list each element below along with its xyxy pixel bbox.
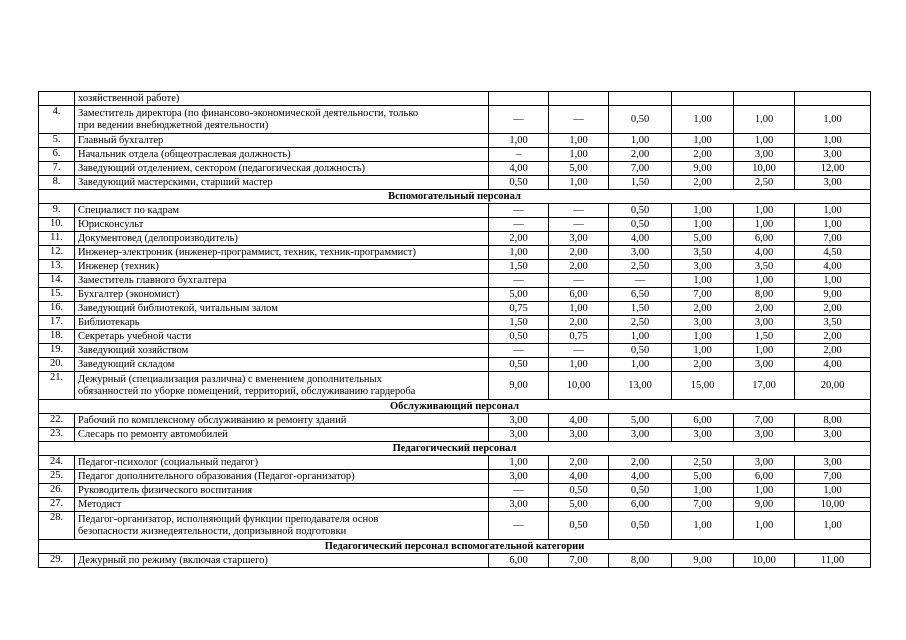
- position-name-line: Главный бухгалтер: [78, 134, 164, 146]
- value-cell: 1,00: [549, 176, 609, 190]
- value-cell: 1,00: [672, 344, 734, 358]
- table-row: [39, 428, 871, 442]
- value-cell: 3,50: [672, 246, 734, 260]
- table-row: [39, 246, 871, 260]
- position-name-line: Бухгалтер (экономист): [78, 288, 180, 300]
- table-row: [39, 204, 871, 218]
- value-cell: 1,00: [734, 204, 795, 218]
- value-cell: 3,00: [734, 456, 795, 470]
- value-cell: 0,50: [549, 512, 609, 540]
- table-row: [39, 302, 871, 316]
- position-name: [75, 358, 489, 372]
- value-cell: 3,00: [489, 414, 549, 428]
- value-cell: 1,50: [489, 316, 549, 330]
- table-row: [39, 554, 871, 568]
- value-cell: 3,00: [489, 470, 549, 484]
- value-cell: 4,00: [734, 246, 795, 260]
- value-cell: 2,00: [795, 330, 871, 344]
- value-cell: 4,50: [795, 246, 871, 260]
- staffing-table-page: [38, 91, 870, 568]
- value-cell: [489, 92, 549, 106]
- value-cell: 6,00: [549, 288, 609, 302]
- value-cell: 2,00: [672, 176, 734, 190]
- value-cell: 8,00: [795, 414, 871, 428]
- value-cell: 2,00: [609, 456, 672, 470]
- row-number: 26.: [39, 484, 75, 498]
- position-name: [75, 470, 489, 484]
- value-cell: —: [489, 484, 549, 498]
- value-cell: 2,00: [489, 232, 549, 246]
- value-cell: 2,00: [795, 302, 871, 316]
- table-row: [39, 512, 871, 540]
- row-number: 10.: [39, 218, 75, 232]
- value-cell: 1,00: [734, 106, 795, 134]
- table-row: [39, 134, 871, 148]
- section-header-row: [39, 190, 871, 204]
- row-number: 11.: [39, 232, 75, 246]
- value-cell: 1,00: [549, 302, 609, 316]
- value-cell: 10,00: [795, 498, 871, 512]
- table-row: [39, 288, 871, 302]
- position-name-line: безопасности жизнедеятельности, допризывной подготовки: [78, 525, 347, 537]
- table-row: [39, 232, 871, 246]
- table-row: [39, 260, 871, 274]
- value-cell: 4,00: [609, 470, 672, 484]
- value-cell: 3,00: [489, 498, 549, 512]
- continued-row: [39, 92, 871, 106]
- value-cell: 1,50: [734, 330, 795, 344]
- value-cell: 7,00: [734, 414, 795, 428]
- position-name-line: Документовед (делопроизводитель): [78, 232, 238, 244]
- value-cell: 3,00: [795, 456, 871, 470]
- value-cell: [795, 92, 871, 106]
- value-cell: 7,00: [795, 232, 871, 246]
- value-cell: 6,00: [489, 554, 549, 568]
- position-name: [75, 414, 489, 428]
- position-name: [75, 554, 489, 568]
- row-number: 6.: [39, 148, 75, 162]
- position-name: [75, 484, 489, 498]
- position-name-line: Заведующий хозяйством: [78, 344, 189, 356]
- value-cell: 6,00: [734, 232, 795, 246]
- position-name: [75, 162, 489, 176]
- value-cell: 4,00: [609, 232, 672, 246]
- value-cell: 1,00: [734, 512, 795, 540]
- value-cell: —: [609, 274, 672, 288]
- value-cell: 1,00: [672, 218, 734, 232]
- position-name-line: Юрисконсульт: [78, 218, 144, 230]
- value-cell: 2,00: [549, 316, 609, 330]
- value-cell: 4,00: [795, 358, 871, 372]
- position-name-line: Слесарь по ремонту автомобилей: [78, 428, 228, 440]
- table-row: [39, 344, 871, 358]
- value-cell: 1,00: [795, 204, 871, 218]
- position-name: [75, 372, 489, 400]
- value-cell: 3,00: [734, 148, 795, 162]
- value-cell: [549, 92, 609, 106]
- table-row: [39, 316, 871, 330]
- value-cell: 10,00: [549, 372, 609, 400]
- value-cell: 2,50: [609, 260, 672, 274]
- value-cell: 1,00: [672, 274, 734, 288]
- value-cell: 4,00: [549, 414, 609, 428]
- position-name-line: Заместитель главного бухгалтера: [78, 274, 227, 286]
- value-cell: 1,00: [549, 358, 609, 372]
- value-cell: 0,75: [489, 302, 549, 316]
- value-cell: 1,00: [795, 218, 871, 232]
- value-cell: 0,50: [609, 204, 672, 218]
- value-cell: 1,00: [734, 218, 795, 232]
- value-cell: 0,50: [489, 330, 549, 344]
- position-name: [75, 330, 489, 344]
- value-cell: 8,00: [609, 554, 672, 568]
- value-cell: 1,00: [672, 484, 734, 498]
- position-name-line: Руководитель физического воспитания: [78, 484, 253, 496]
- table-row: [39, 470, 871, 484]
- value-cell: 3,00: [734, 358, 795, 372]
- row-number: 9.: [39, 204, 75, 218]
- section-title: Педагогический персонал: [39, 442, 871, 456]
- position-name: [75, 176, 489, 190]
- value-cell: 2,00: [549, 456, 609, 470]
- value-cell: [609, 92, 672, 106]
- section-title: Вспомогательный персонал: [39, 190, 871, 204]
- value-cell: 3,00: [795, 176, 871, 190]
- position-name: [75, 302, 489, 316]
- value-cell: 1,50: [609, 302, 672, 316]
- position-name: [75, 134, 489, 148]
- value-cell: —: [489, 344, 549, 358]
- position-name-line: обязанностей по уборке помещений, территорий, обслуживанию гардероба: [78, 385, 416, 397]
- table-row: [39, 498, 871, 512]
- value-cell: 0,50: [489, 358, 549, 372]
- value-cell: 3,00: [489, 428, 549, 442]
- value-cell: —: [489, 204, 549, 218]
- section-title: Обслуживающий персонал: [39, 400, 871, 414]
- position-name-line: при ведении внебюджетной деятельности): [78, 119, 269, 131]
- value-cell: 0,50: [609, 344, 672, 358]
- position-name: [75, 204, 489, 218]
- value-cell: 3,00: [672, 428, 734, 442]
- row-number: 24.: [39, 456, 75, 470]
- table-row: [39, 414, 871, 428]
- row-number: 12.: [39, 246, 75, 260]
- value-cell: 9,00: [734, 498, 795, 512]
- position-name-line: Заведующий складом: [78, 358, 175, 370]
- position-name: [75, 288, 489, 302]
- value-cell: 6,00: [734, 470, 795, 484]
- value-cell: 20,00: [795, 372, 871, 400]
- value-cell: 2,00: [795, 344, 871, 358]
- value-cell: 3,50: [734, 260, 795, 274]
- row-number: 20.: [39, 358, 75, 372]
- position-name: [75, 274, 489, 288]
- table-row: [39, 218, 871, 232]
- value-cell: 9,00: [672, 162, 734, 176]
- position-name-line: Заведующий отделением, сектором (педагогическая должность): [78, 162, 366, 174]
- value-cell: 1,00: [609, 358, 672, 372]
- position-name: хозяйственной работе): [75, 92, 489, 106]
- value-cell: —: [549, 274, 609, 288]
- row-number: 21.: [39, 372, 75, 400]
- row-number: 18.: [39, 330, 75, 344]
- value-cell: 5,00: [489, 288, 549, 302]
- value-cell: 0,50: [549, 484, 609, 498]
- value-cell: 15,00: [672, 372, 734, 400]
- value-cell: 3,50: [795, 316, 871, 330]
- value-cell: 3,00: [672, 316, 734, 330]
- position-name-line: Педагог-психолог (социальный педагог): [78, 456, 259, 468]
- value-cell: 12,00: [795, 162, 871, 176]
- table-row: [39, 484, 871, 498]
- table-row: [39, 358, 871, 372]
- value-cell: 2,50: [609, 316, 672, 330]
- row-number: 14.: [39, 274, 75, 288]
- value-cell: 3,00: [795, 428, 871, 442]
- value-cell: —: [549, 106, 609, 134]
- value-cell: —: [489, 106, 549, 134]
- value-cell: 2,00: [549, 260, 609, 274]
- value-cell: 3,00: [734, 316, 795, 330]
- value-cell: —: [489, 218, 549, 232]
- row-number: 5.: [39, 134, 75, 148]
- value-cell: 1,50: [609, 176, 672, 190]
- value-cell: 1,00: [549, 148, 609, 162]
- value-cell: 5,00: [609, 414, 672, 428]
- row-number: 23.: [39, 428, 75, 442]
- value-cell: 0,50: [609, 106, 672, 134]
- value-cell: 2,00: [672, 302, 734, 316]
- value-cell: 1,00: [672, 134, 734, 148]
- position-name-line: Педагог дополнительного образования (Педагог-организатор): [78, 470, 355, 482]
- table-row: [39, 106, 871, 134]
- value-cell: 5,00: [549, 162, 609, 176]
- value-cell: 7,00: [672, 288, 734, 302]
- value-cell: 3,00: [549, 232, 609, 246]
- value-cell: 0,50: [609, 484, 672, 498]
- table-row: [39, 330, 871, 344]
- value-cell: 6,00: [609, 498, 672, 512]
- position-name-line: Методист: [78, 498, 122, 510]
- value-cell: 13,00: [609, 372, 672, 400]
- value-cell: 2,00: [549, 246, 609, 260]
- value-cell: 0,50: [609, 218, 672, 232]
- row-number: 25.: [39, 470, 75, 484]
- position-name: [75, 498, 489, 512]
- value-cell: [734, 92, 795, 106]
- value-cell: 10,00: [734, 162, 795, 176]
- value-cell: 1,00: [734, 344, 795, 358]
- value-cell: 4,00: [549, 470, 609, 484]
- value-cell: 1,00: [672, 106, 734, 134]
- value-cell: 4,00: [795, 260, 871, 274]
- value-cell: 5,00: [672, 232, 734, 246]
- value-cell: 1,00: [734, 484, 795, 498]
- value-cell: 6,50: [609, 288, 672, 302]
- value-cell: 1,00: [489, 456, 549, 470]
- position-name: [75, 456, 489, 470]
- table-row: [39, 372, 871, 400]
- value-cell: 1,00: [672, 512, 734, 540]
- row-number: 28.: [39, 512, 75, 540]
- position-name-line: Заведующий мастерскими, старший мастер: [78, 176, 273, 188]
- value-cell: 1,00: [795, 274, 871, 288]
- row-number: 7.: [39, 162, 75, 176]
- position-name-line: Дежурный по режиму (включая старшего): [78, 554, 268, 566]
- value-cell: —: [549, 218, 609, 232]
- value-cell: —: [549, 204, 609, 218]
- value-cell: 10,00: [734, 554, 795, 568]
- position-name-line: Заведующий библиотекой, читальным залом: [78, 302, 278, 314]
- position-name: [75, 218, 489, 232]
- value-cell: 0,75: [549, 330, 609, 344]
- value-cell: 1,00: [795, 512, 871, 540]
- section-title: Педагогический персонал вспомогательной категории: [39, 540, 871, 554]
- value-cell: 2,00: [734, 302, 795, 316]
- position-name: [75, 148, 489, 162]
- position-name: [75, 260, 489, 274]
- row-number: 22.: [39, 414, 75, 428]
- table-row: [39, 148, 871, 162]
- value-cell: 17,00: [734, 372, 795, 400]
- value-cell: 2,00: [609, 148, 672, 162]
- value-cell: 1,00: [489, 134, 549, 148]
- row-number: 15.: [39, 288, 75, 302]
- row-number: 4.: [39, 106, 75, 134]
- value-cell: 3,00: [549, 428, 609, 442]
- value-cell: 1,00: [609, 330, 672, 344]
- table-row: [39, 274, 871, 288]
- position-name-line: Начальник отдела (общеотраслевая должность): [78, 148, 291, 160]
- value-cell: 7,00: [795, 470, 871, 484]
- section-header-row: [39, 400, 871, 414]
- value-cell: 9,00: [672, 554, 734, 568]
- value-cell: 1,00: [734, 134, 795, 148]
- position-name-line: Педагог-организатор, исполняющий функции преподавателя основ: [78, 513, 379, 525]
- row-number: 13.: [39, 260, 75, 274]
- value-cell: —: [489, 512, 549, 540]
- section-header-row: [39, 442, 871, 456]
- value-cell: 1,00: [609, 134, 672, 148]
- row-number: 8.: [39, 176, 75, 190]
- row-number: 17.: [39, 316, 75, 330]
- value-cell: 7,00: [609, 162, 672, 176]
- staffing-norms-table: [38, 91, 871, 568]
- value-cell: 3,00: [609, 428, 672, 442]
- value-cell: 9,00: [489, 372, 549, 400]
- value-cell: 7,00: [549, 554, 609, 568]
- value-cell: 9,00: [795, 288, 871, 302]
- position-name-line: Инженер-электроник (инженер-программист, техник, техник-программист): [78, 246, 416, 258]
- row-number: 29.: [39, 554, 75, 568]
- value-cell: 1,50: [489, 260, 549, 274]
- position-name-line: Инженер (техник): [78, 260, 159, 272]
- value-cell: 11,00: [795, 554, 871, 568]
- value-cell: 5,00: [672, 470, 734, 484]
- table-row: [39, 162, 871, 176]
- value-cell: 1,00: [672, 204, 734, 218]
- table-body: [39, 92, 871, 568]
- row-number: [39, 92, 75, 106]
- position-name-line: Дежурный (специализация различна) с вменением дополнительных: [78, 373, 382, 385]
- value-cell: 5,00: [549, 498, 609, 512]
- value-cell: 1,00: [795, 484, 871, 498]
- value-cell: —: [489, 274, 549, 288]
- value-cell: 8,00: [734, 288, 795, 302]
- position-name-line: Секретарь учебной части: [78, 330, 192, 342]
- position-name: [75, 232, 489, 246]
- position-name: [75, 512, 489, 540]
- value-cell: 1,00: [734, 274, 795, 288]
- value-cell: 3,00: [734, 428, 795, 442]
- table-row: [39, 456, 871, 470]
- value-cell: 6,00: [672, 414, 734, 428]
- value-cell: 3,00: [609, 246, 672, 260]
- value-cell: 1,00: [795, 134, 871, 148]
- position-name-line: Библиотекарь: [78, 316, 140, 328]
- value-cell: 2,50: [672, 456, 734, 470]
- value-cell: 4,00: [489, 162, 549, 176]
- position-name-line: Заместитель директора (по финансово-экономической деятельности, только: [78, 107, 419, 119]
- table-row: [39, 176, 871, 190]
- position-name-line: Специалист по кадрам: [78, 204, 180, 216]
- position-name: [75, 428, 489, 442]
- value-cell: —: [549, 344, 609, 358]
- value-cell: –: [489, 148, 549, 162]
- value-cell: 2,00: [672, 148, 734, 162]
- position-name: [75, 344, 489, 358]
- value-cell: 7,00: [672, 498, 734, 512]
- value-cell: 1,00: [795, 106, 871, 134]
- row-number: 19.: [39, 344, 75, 358]
- value-cell: 1,00: [549, 134, 609, 148]
- row-number: 27.: [39, 498, 75, 512]
- value-cell: 1,00: [489, 246, 549, 260]
- position-name: [75, 106, 489, 134]
- position-name-line: Рабочий по комплексному обслуживанию и ремонту зданий: [78, 414, 347, 426]
- value-cell: [672, 92, 734, 106]
- value-cell: 2,00: [672, 358, 734, 372]
- value-cell: 2,50: [734, 176, 795, 190]
- position-name: [75, 246, 489, 260]
- position-name: [75, 316, 489, 330]
- value-cell: 0,50: [609, 512, 672, 540]
- row-number: 16.: [39, 302, 75, 316]
- value-cell: 1,00: [672, 330, 734, 344]
- section-header-row: [39, 540, 871, 554]
- value-cell: 3,00: [672, 260, 734, 274]
- value-cell: 0,50: [489, 176, 549, 190]
- value-cell: 3,00: [795, 148, 871, 162]
